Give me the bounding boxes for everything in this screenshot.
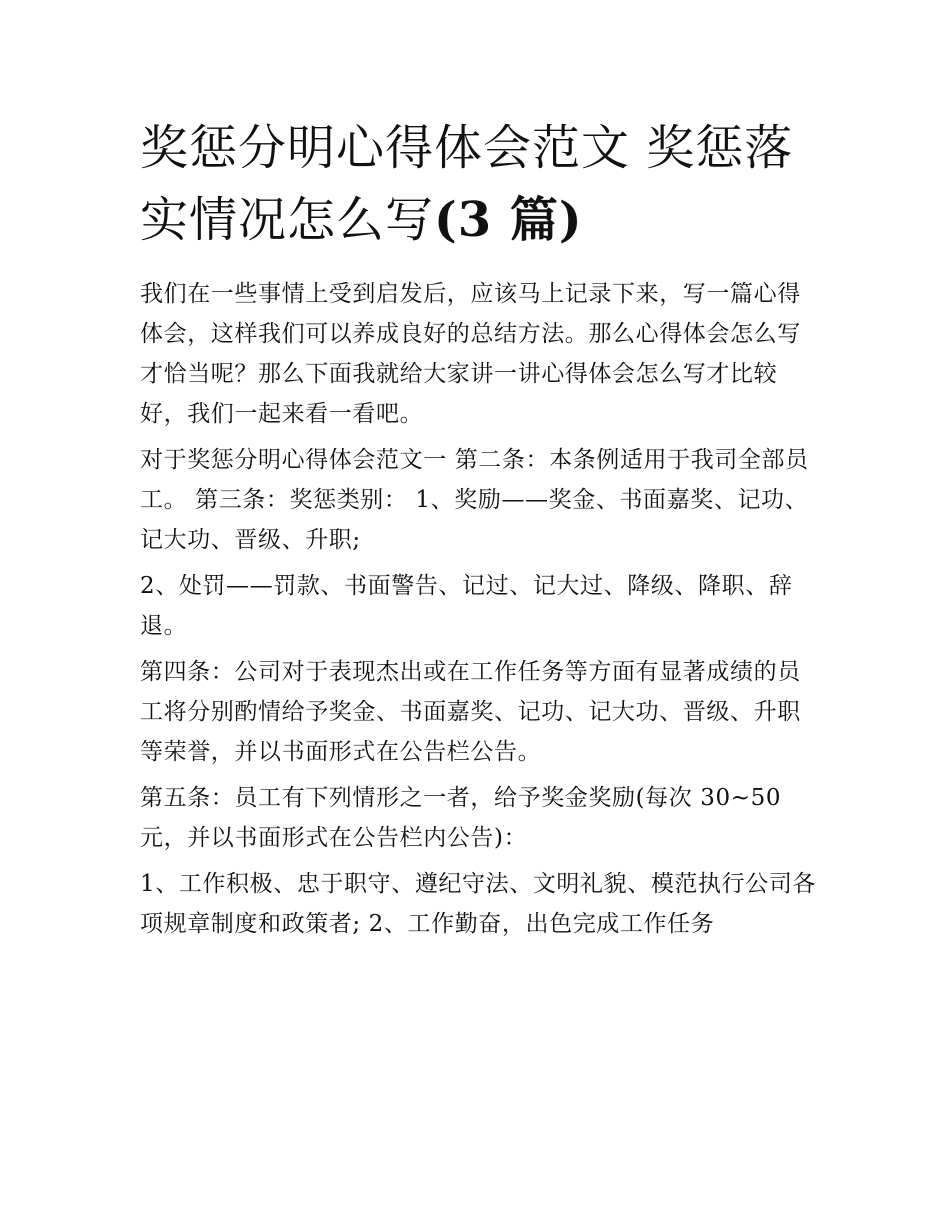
paragraph-article-5: 第五条：员工有下列情形之一者，给予奖金奖励(每次 30~50 元，并以书面形式在公告栏内公告)： [140,785,782,851]
title-suffix: (3 篇) [434,192,583,248]
document-page [140,112,820,950]
paragraph-penalties: 2、处罚——罚款、书面警告、记过、记大过、降级、降职、辞退。 [140,573,793,639]
document-title [140,112,820,256]
paragraph-list-items: 1、工作积极、忠于职守、遵纪守法、文明礼貌、模范执行公司各项规章制度和政策者; 2、工作勤奋，出色完成工作任务 [140,871,817,937]
paragraph-intro: 我们在一些事情上受到启发后，应该马上记录下来，写一篇心得体会，这样我们可以养成良好的总结方法。那么心得体会怎么写才恰当呢？那么下面我就给大家讲一讲心得体会怎么写才比较好，我们一起来看一看吧。 [140,281,801,427]
paragraph-article-4: 第四条：公司对于表现杰出或在工作任务等方面有显著成绩的员工将分别酌情给予奖金、书面嘉奖、记功、记大功、晋级、升职等荣誉，并以书面形式在公告栏公告。 [140,659,801,765]
title-main: 奖惩分明心得体会范文 奖惩落实情况怎么写 [140,120,794,248]
paragraph-article-2-3: 对于奖惩分明心得体会范文一 第二条：本条例适用于我司全部员工。 第三条：奖惩类别： 1、奖励——奖金、书面嘉奖、记功、记大功、晋级、升职; [140,447,809,553]
